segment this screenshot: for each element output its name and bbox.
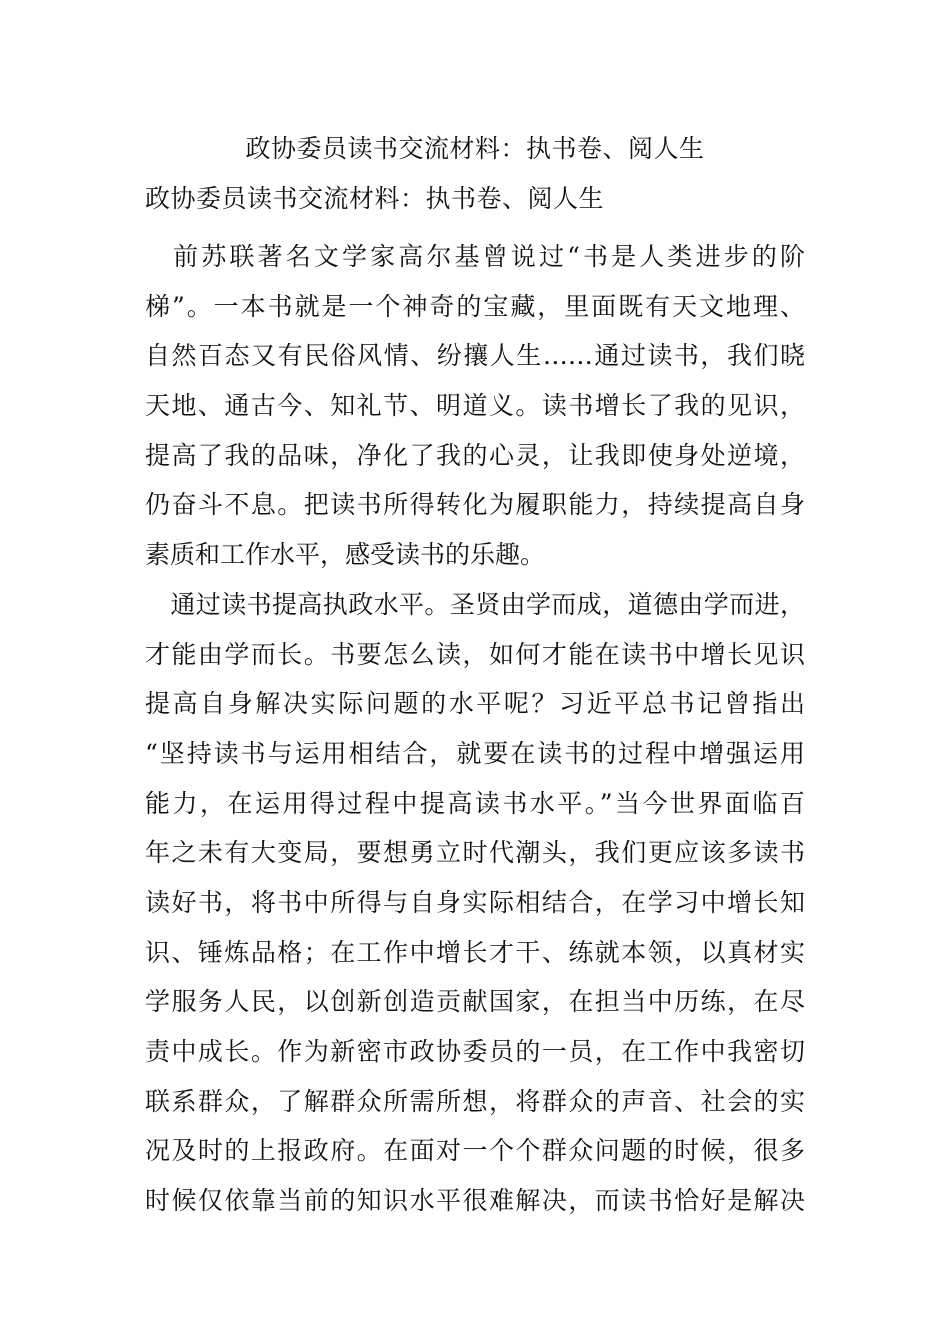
document-body — [145, 232, 805, 1226]
paragraph-line: “坚持读书与运用相结合，就要在读书的过程中增强运用 — [145, 738, 805, 768]
paragraph-line: 梯”。一本书就是一个神奇的宝藏，里面既有天文地理、 — [145, 291, 805, 321]
paragraph-line: 时候仅依靠当前的知识水平很难解决，而读书恰好是解决 — [145, 1186, 805, 1216]
paragraph-2 — [145, 580, 805, 1226]
paragraph-1 — [145, 232, 805, 580]
paragraph-line: 素质和工作水平，感受读书的乐趣。 — [145, 540, 546, 570]
paragraph-line: 能力，在运用得过程中提高读书水平。”当今世界面临百 — [145, 788, 805, 818]
paragraph-line: 前苏联著名文学家高尔基曾说过“书是人类进步的阶 — [145, 242, 805, 271]
paragraph-line: 通过读书提高执政水平。圣贤由学而成，道德由学而进， — [145, 589, 805, 619]
paragraph-line: 提高了我的品味，净化了我的心灵，让我即使身处逆境， — [145, 440, 805, 470]
paragraph-line: 仍奋斗不息。把读书所得转化为履职能力，持续提高自身 — [145, 490, 805, 520]
document-subtitle: 政协委员读书交流材料：执书卷、阅人生 — [145, 184, 605, 213]
paragraph-line: 识、锤炼品格；在工作中增长才干、练就本领，以真材实 — [145, 937, 805, 967]
paragraph-line: 联系群众，了解群众所需所想，将群众的声音、社会的实 — [145, 1086, 805, 1116]
paragraph-line: 况及时的上报政府。在面对一个个群众问题的时候，很多 — [145, 1136, 805, 1166]
paragraph-line: 年之未有大变局，要想勇立时代潮头，我们更应该多读书 — [145, 838, 805, 868]
paragraph-line: 天地、通古今、知礼节、明道义。读书增长了我的见识， — [145, 391, 805, 421]
paragraph-line: 自然百态又有民俗风情、纷攘人生……通过读书，我们晓 — [145, 341, 805, 371]
paragraph-line: 学服务人民，以创新创造贡献国家，在担当中历练，在尽 — [145, 987, 805, 1017]
paragraph-line: 读好书，将书中所得与自身实际相结合，在学习中增长知 — [145, 887, 805, 917]
paragraph-line: 才能由学而长。书要怎么读，如何才能在读书中增长见识 — [145, 639, 805, 669]
document-title: 政协委员读书交流材料：执书卷、阅人生 — [245, 134, 705, 163]
paragraph-line: 提高自身解决实际问题的水平呢？习近平总书记曾指出 — [145, 689, 805, 719]
paragraph-line: 责中成长。作为新密市政协委员的一员，在工作中我密切 — [145, 1037, 805, 1066]
